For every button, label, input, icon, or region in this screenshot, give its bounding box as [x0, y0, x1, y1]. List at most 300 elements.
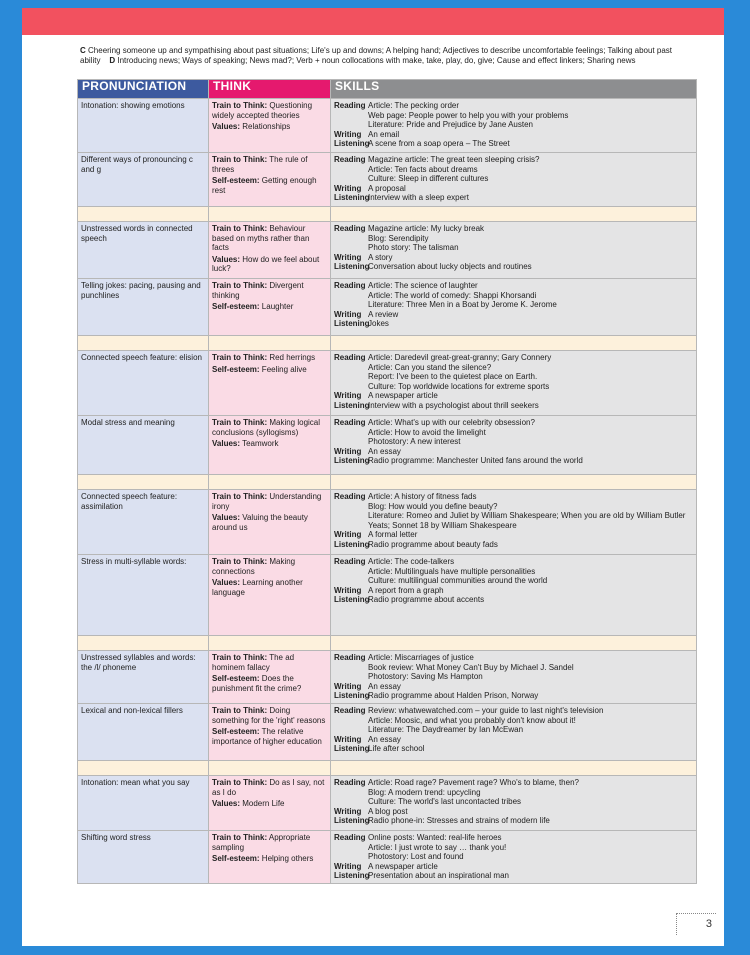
skills-line [334, 797, 693, 807]
skills-label: Listening [334, 744, 370, 754]
think-item-label: Self-esteem: [212, 727, 260, 737]
skills-label [334, 111, 368, 121]
skills-line [334, 530, 693, 540]
skills-cell [331, 703, 697, 760]
think-cell [209, 775, 331, 830]
skills-cell [331, 350, 697, 415]
skills-text: An essay [368, 446, 401, 456]
skills-text: Blog: How would you define beauty? [368, 501, 498, 511]
think-item-label: Train to Think: [212, 705, 268, 715]
skills-text: Radio programme about accents [368, 595, 485, 605]
skills-label [334, 382, 368, 392]
skills-text: An email [368, 129, 400, 139]
skills-label: Reading [334, 777, 366, 787]
skills-line [334, 691, 693, 701]
skills-label [334, 234, 368, 244]
skills-label [334, 120, 368, 130]
skills-line [334, 418, 693, 428]
skills-label: Reading [334, 417, 366, 427]
skills-line [334, 243, 693, 253]
think-item [212, 578, 327, 597]
skills-line [334, 224, 693, 234]
pronunciation-cell: Connected speech feature: assimilation [78, 489, 209, 554]
think-item-text: The relative importance of higher education [212, 727, 322, 746]
separator-row [78, 335, 697, 350]
skills-text: Culture: multilingual communities around the world [368, 576, 548, 586]
think-item-text: Teamwork [240, 439, 279, 449]
think-item-text: Questioning widely accepted theories [212, 101, 313, 120]
think-cell [209, 703, 331, 760]
think-item [212, 155, 327, 174]
skills-text: Article: Road rage? Pavement rage? Who's to blame, then? [368, 777, 579, 787]
skills-label: Writing [334, 309, 362, 319]
think-cell [209, 222, 331, 279]
skills-label [334, 567, 368, 577]
skills-cell [331, 650, 697, 703]
think-item-text: The ad hominem fallacy [212, 652, 295, 672]
skills-cell [331, 153, 697, 207]
think-item-label: Self-esteem: [212, 302, 260, 312]
skills-label [334, 372, 368, 382]
skills-line [334, 300, 693, 310]
skills-text: Conversation about lucky objects and routines [368, 262, 532, 272]
skills-label: Listening [334, 456, 370, 466]
pronunciation-cell: Telling jokes: pacing, pausing and punchlines [78, 278, 209, 335]
skills-line [334, 456, 693, 466]
skills-text: Radio programme: Manchester United fans around the world [368, 456, 583, 466]
skills-line [334, 428, 693, 438]
skills-text: Article: The world of comedy: Shappi Khorsandi [368, 290, 537, 300]
skills-line [334, 682, 693, 692]
skills-text: Interview with a sleep expert [368, 193, 469, 203]
separator-cell [78, 335, 209, 350]
skills-text: Online posts: Wanted: real-life heroes [368, 832, 502, 842]
separator-cell [78, 635, 209, 650]
intro-c-text: Cheering someone up and sympathising about past situations; Life's up and downs; A helping hand; Adjectives to describe uncomfortable feelings; Talking about past ability [80, 46, 672, 65]
separator-cell [209, 474, 331, 489]
skills-text: A scene from a soap opera – The Street [368, 139, 510, 149]
think-item [212, 418, 327, 437]
skills-label: Reading [334, 224, 366, 233]
skills-label: Writing [334, 861, 362, 871]
skills-text: A review [368, 309, 399, 319]
table-row [78, 415, 697, 474]
think-item [212, 557, 327, 576]
skills-text: A newspaper article [368, 861, 438, 871]
skills-text: Web page: People power to help you with your problems [368, 110, 569, 120]
skills-label: Writing [334, 391, 362, 401]
skills-label [334, 725, 368, 735]
skills-text: Photostory: Lost and found [368, 852, 464, 862]
skills-line [334, 193, 693, 203]
separator-cell [331, 207, 697, 222]
skills-label [334, 672, 368, 682]
skills-line [334, 653, 693, 663]
intro-d-label: D [109, 56, 116, 65]
skills-text: Literature: Pride and Prejudice by Jane Austen [368, 120, 533, 130]
skills-line [334, 816, 693, 826]
skills-label [334, 437, 368, 447]
think-item-text: Feeling alive [259, 364, 307, 374]
think-item [212, 513, 327, 532]
skills-line [334, 101, 693, 111]
think-item-label: Values: [212, 254, 241, 264]
think-cell [209, 99, 331, 153]
think-item [212, 778, 327, 797]
table-header-row [78, 80, 697, 99]
separator-cell [78, 207, 209, 222]
contents-table [77, 79, 697, 884]
skills-text: Blog: A modern trend: upcycling [368, 787, 481, 797]
skills-line [334, 788, 693, 798]
think-item-text: Behaviour based on myths rather than facts [212, 224, 310, 253]
skills-line [334, 174, 693, 184]
skills-line [334, 111, 693, 121]
skills-text: Radio programme about Halden Prison, Norway [368, 691, 539, 701]
think-cell [209, 278, 331, 335]
skills-cell [331, 278, 697, 335]
skills-line [334, 706, 693, 716]
skills-text: Life after school [368, 744, 425, 754]
skills-line [334, 363, 693, 373]
think-item-label: Train to Think: [212, 101, 268, 110]
skills-text: Article: How to avoid the limelight [368, 427, 486, 437]
think-item-label: Train to Think: [212, 417, 268, 427]
think-item-label: Values: [212, 513, 241, 523]
skills-text: Literature: Romeo and Juliet by William Shakespeare; When you are old by William Butler Yeats; Sonnet 18 by William Shakespeare [368, 511, 686, 530]
skills-line [334, 725, 693, 735]
think-item [212, 281, 327, 300]
skills-line [334, 511, 693, 530]
skills-line [334, 871, 693, 881]
think-item-text: Valuing the beauty around us [212, 513, 308, 532]
skills-text: Radio programme about beauty fads [368, 539, 498, 549]
skills-line [334, 120, 693, 130]
skills-label [334, 663, 368, 673]
skills-line [334, 672, 693, 682]
think-item [212, 653, 327, 672]
skills-line [334, 391, 693, 401]
think-item-text: Red herrings [267, 352, 316, 362]
skills-text: Article: Can you stand the silence? [368, 362, 492, 372]
skills-text: Article: The pecking order [368, 101, 460, 110]
pronunciation-cell: Shifting word stress [78, 830, 209, 883]
think-item-text: Modern Life [240, 799, 285, 809]
skills-label: Listening [334, 691, 370, 701]
skills-text: A newspaper article [368, 391, 438, 401]
think-item-label: Self-esteem: [212, 674, 260, 684]
think-cell [209, 830, 331, 883]
skills-text: A formal letter [368, 530, 418, 540]
skills-line [334, 735, 693, 745]
skills-line [334, 492, 693, 502]
skills-line [334, 262, 693, 272]
think-item-text: Appropriate sampling [212, 832, 311, 852]
think-item-label: Self-esteem: [212, 854, 260, 864]
skills-text: Culture: The world's last uncontacted tribes [368, 797, 522, 807]
pronunciation-cell: Lexical and non-lexical fillers [78, 703, 209, 760]
separator-cell [78, 474, 209, 489]
skills-text: Article: Miscarriages of justice [368, 652, 474, 662]
skills-text: Literature: Three Men in a Boat by Jerome K. Jerome [368, 300, 557, 310]
skills-text: Interview with a psychologist about thrill seekers [368, 400, 539, 410]
skills-text: Radio phone-in: Stresses and strains of modern life [368, 816, 550, 826]
think-item-text: Making logical conclusions (syllogisms) [212, 417, 321, 437]
skills-label [334, 291, 368, 301]
skills-label [334, 511, 368, 530]
skills-label: Reading [334, 652, 366, 662]
separator-cell [331, 335, 697, 350]
skills-text: An essay [368, 681, 401, 691]
skills-label: Reading [334, 705, 366, 715]
think-cell [209, 650, 331, 703]
think-item [212, 122, 327, 132]
skills-label [334, 428, 368, 438]
skills-line [334, 319, 693, 329]
skills-text: Culture: Top worldwide locations for extreme sports [368, 381, 550, 391]
think-item-text: Laughter [259, 302, 294, 312]
think-item-text: Do as I say, not as I do [212, 777, 325, 797]
skills-line [334, 852, 693, 862]
separator-cell [331, 760, 697, 775]
intro-d-text: Introducing news; Ways of speaking; News mad?; Verb + noun collocations with make, take, play, do, give; Cause and effect linkers; Sharing news [117, 56, 636, 65]
skills-text: Blog: Serendipity [368, 233, 429, 243]
skills-label [334, 843, 368, 853]
skills-label [334, 788, 368, 798]
skills-label [334, 716, 368, 726]
think-item [212, 833, 327, 852]
think-item [212, 224, 327, 253]
skills-line [334, 401, 693, 411]
think-item [212, 176, 327, 195]
skills-line [334, 586, 693, 596]
skills-text: Presentation about an inspirational man [368, 871, 509, 881]
skills-line [334, 716, 693, 726]
think-item-label: Values: [212, 799, 241, 809]
header-skills: SKILLS [331, 80, 697, 99]
skills-text: A story [368, 252, 393, 262]
skills-label: Reading [334, 832, 366, 842]
table-row [78, 350, 697, 415]
skills-cell [331, 222, 697, 279]
skills-line [334, 184, 693, 194]
skills-label: Reading [334, 352, 366, 362]
think-item-label: Self-esteem: [212, 176, 260, 186]
think-item-label: Self-esteem: [212, 364, 260, 374]
pronunciation-cell: Connected speech feature: elision [78, 350, 209, 415]
skills-text: A proposal [368, 183, 406, 193]
separator-cell [209, 335, 331, 350]
skills-line [334, 862, 693, 872]
think-item-label: Train to Think: [212, 556, 268, 566]
skills-text: Review: whatwewatched.com – your guide to last night's television [368, 705, 604, 715]
skills-line [334, 595, 693, 605]
think-item [212, 799, 327, 809]
think-item [212, 255, 327, 274]
separator-cell [331, 635, 697, 650]
skills-label: Listening [334, 193, 370, 203]
think-item-label: Train to Think: [212, 652, 268, 662]
skills-line [334, 155, 693, 165]
skills-text: Article: Moosic, and what you probably don't know about it! [368, 715, 576, 725]
skills-cell [331, 554, 697, 635]
skills-line [334, 234, 693, 244]
think-item [212, 353, 327, 363]
skills-label: Listening [334, 816, 370, 826]
skills-line [334, 353, 693, 363]
think-item [212, 365, 327, 375]
skills-text: Article: I just wrote to say … thank you! [368, 842, 507, 852]
separator-cell [331, 474, 697, 489]
separator-cell [209, 635, 331, 650]
skills-text: Literature: The Daydreamer by Ian McEwan [368, 725, 524, 735]
skills-line [334, 744, 693, 754]
think-cell [209, 415, 331, 474]
skills-label [334, 797, 368, 807]
separator-row [78, 474, 697, 489]
skills-line [334, 253, 693, 263]
skills-text: Article: The science of laughter [368, 280, 478, 290]
header-pronunciation: PRONUNCIATION [78, 80, 209, 99]
think-item-label: Train to Think: [212, 352, 268, 362]
skills-cell [331, 415, 697, 474]
skills-text: Report: I've been to the quietest place on Earth. [368, 372, 538, 382]
intro-c-label: C [80, 46, 86, 55]
think-item-label: Train to Think: [212, 832, 268, 842]
think-item-label: Values: [212, 578, 241, 588]
table-row [78, 554, 697, 635]
table-row [78, 703, 697, 760]
skills-line [334, 139, 693, 149]
skills-line [334, 165, 693, 175]
skills-line [334, 130, 693, 140]
skills-line [334, 372, 693, 382]
pronunciation-cell: Unstressed words in connected speech [78, 222, 209, 279]
think-cell [209, 489, 331, 554]
skills-line [334, 567, 693, 577]
skills-line [334, 778, 693, 788]
skills-text: Photo story: The talisman [368, 243, 459, 253]
skills-label: Writing [334, 530, 362, 540]
skills-cell [331, 489, 697, 554]
pronunciation-cell: Stress in multi-syllable words: [78, 554, 209, 635]
skills-line [334, 447, 693, 457]
skills-label: Writing [334, 585, 362, 595]
think-item-label: Train to Think: [212, 280, 268, 290]
skills-label [334, 576, 368, 586]
pronunciation-cell: Unstressed syllables and words: the /l/ phoneme [78, 650, 209, 703]
skills-line [334, 843, 693, 853]
skills-label: Listening [334, 871, 370, 881]
skills-text: A blog post [368, 806, 408, 816]
skills-label: Writing [334, 446, 362, 456]
think-item-label: Train to Think: [212, 777, 268, 787]
table-body [78, 99, 697, 884]
think-item-label: Train to Think: [212, 224, 268, 233]
skills-text: Article: What's up with our celebrity obsession? [368, 417, 535, 427]
skills-label: Reading [334, 491, 366, 501]
skills-label: Listening [334, 319, 370, 329]
separator-row [78, 760, 697, 775]
think-item-label: Train to Think: [212, 155, 268, 164]
think-item-text: Helping others [259, 854, 314, 864]
skills-text: Photostory: Saving Ms Hampton [368, 672, 483, 682]
skills-label [334, 852, 368, 862]
skills-text: A report from a graph [368, 585, 444, 595]
skills-label: Writing [334, 734, 362, 744]
skills-cell [331, 99, 697, 153]
think-item-label: Values: [212, 439, 241, 449]
think-item [212, 727, 327, 746]
table-row [78, 830, 697, 883]
skills-line [334, 310, 693, 320]
table-row [78, 222, 697, 279]
skills-cell [331, 830, 697, 883]
skills-text: Article: Ten facts about dreams [368, 164, 478, 174]
think-item-text: Doing something for the 'right' reasons [212, 705, 326, 725]
think-item [212, 439, 327, 449]
skills-text: Culture: Sleep in different cultures [368, 174, 489, 184]
skills-label: Writing [334, 129, 362, 139]
skills-label [334, 363, 368, 373]
think-cell [209, 153, 331, 207]
skills-line [334, 291, 693, 301]
think-item-text: Understanding irony [212, 491, 322, 511]
skills-cell [331, 775, 697, 830]
intro-text [80, 46, 680, 66]
skills-line [334, 807, 693, 817]
think-item [212, 706, 327, 725]
separator-row [78, 207, 697, 222]
think-item-label: Train to Think: [212, 491, 268, 501]
table-row [78, 99, 697, 153]
skills-text: Article: A history of fitness fads [368, 491, 477, 501]
skills-text: Article: Daredevil great-great-granny; Gary Connery [368, 352, 552, 362]
skills-label: Reading [334, 155, 366, 164]
skills-text: Jokes [368, 319, 389, 329]
think-item-text: Learning another language [212, 578, 303, 597]
table-row [78, 153, 697, 207]
think-item-text: Getting enough rest [212, 176, 317, 195]
table-row [78, 775, 697, 830]
skills-label: Writing [334, 681, 362, 691]
skills-line [334, 557, 693, 567]
skills-line [334, 437, 693, 447]
pronunciation-cell: Modal stress and meaning [78, 415, 209, 474]
skills-text: Article: The code-talkers [368, 556, 455, 566]
pronunciation-cell: Different ways of pronouncing c and g [78, 153, 209, 207]
think-item [212, 101, 327, 120]
skills-label: Listening [334, 400, 370, 410]
top-color-band [22, 8, 724, 35]
think-item-text: Making connections [212, 556, 296, 576]
page [22, 8, 724, 946]
think-cell [209, 554, 331, 635]
table-row [78, 650, 697, 703]
separator-cell [78, 760, 209, 775]
skills-line [334, 540, 693, 550]
skills-label: Listening [334, 139, 370, 149]
skills-label [334, 300, 368, 310]
skills-text: Photostory: A new interest [368, 437, 461, 447]
skills-text: Magazine article: The great teen sleeping crisis? [368, 155, 540, 164]
think-item-label: Values: [212, 122, 241, 132]
separator-cell [209, 207, 331, 222]
skills-text: An essay [368, 734, 401, 744]
skills-text: Book review: What Money Can't Buy by Michael J. Sandel [368, 662, 574, 672]
page-number: 3 [676, 913, 716, 935]
think-item [212, 492, 327, 511]
